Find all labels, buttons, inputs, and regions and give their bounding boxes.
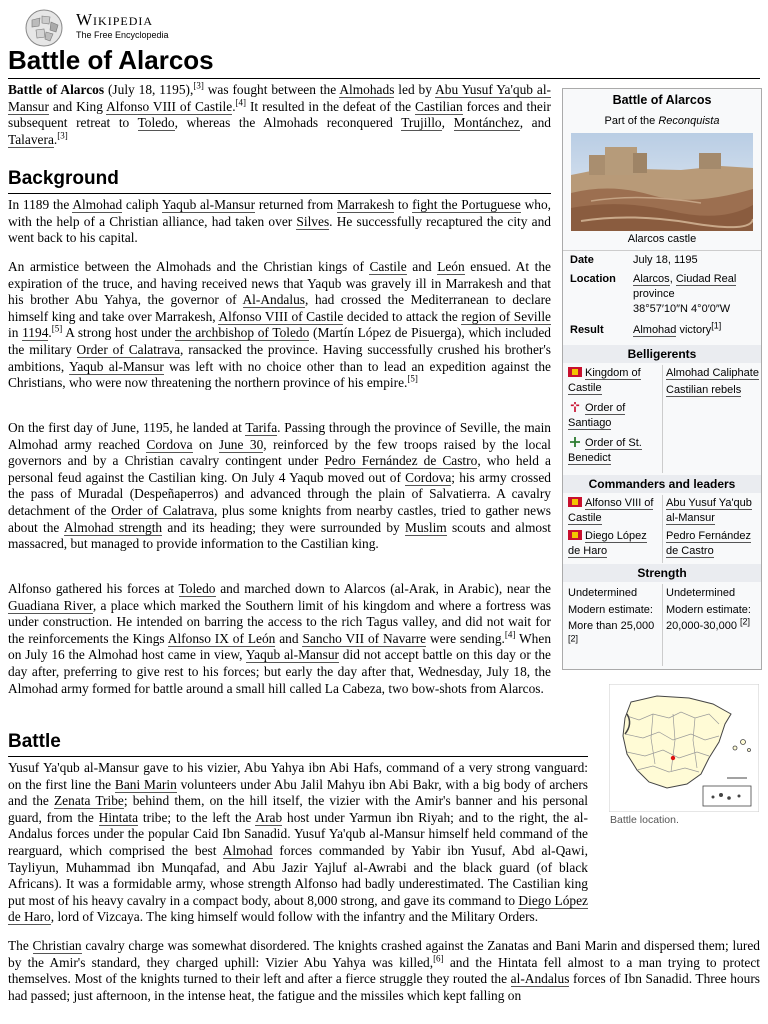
strength-side-1 xyxy=(568,585,660,651)
link-order-of-st-benedict[interactable]: Order of St. Benedict xyxy=(568,437,642,464)
commanders-side-2 xyxy=(666,496,759,559)
column-divider xyxy=(662,495,663,563)
link-castilian[interactable]: Castilian xyxy=(415,98,463,114)
link-order-of-santiago[interactable]: Order of Santiago xyxy=(568,402,626,429)
link-almohad[interactable]: Almohad xyxy=(222,842,273,858)
label-result: Result xyxy=(570,324,604,336)
link-almohad-caliphate[interactable]: Almohad Caliphate xyxy=(666,367,759,379)
belligerent-item xyxy=(666,383,759,398)
column-divider xyxy=(662,584,663,666)
link-toledo[interactable]: Toledo xyxy=(137,115,175,131)
commanders-side-1 xyxy=(568,496,660,559)
link-arab[interactable]: Arab xyxy=(255,809,283,825)
link-marrakesh[interactable]: Marrakesh xyxy=(336,197,395,212)
intro-paragraph: Battle of Alarcos (July 18, 1195),[3] was fought between the Almohads led by Abu Yusuf Ya'qub al-Mansur and King Alfonso VIII of Castile.[4] It resulted in the defeat of the Castilian forces and their subsequent retreat to Toledo, whereas the Almohads reconquered Trujillo, Montánchez, and Talavera.[3] xyxy=(8,80,552,147)
link-fight-the-portuguese[interactable]: fight the Portuguese xyxy=(412,197,521,212)
link-abu-yusuf[interactable]: Abu Yusuf Ya'qub al-Mansur xyxy=(666,497,752,524)
castile-flag-icon xyxy=(568,530,582,540)
commander-item xyxy=(568,496,660,526)
section-divider xyxy=(8,756,588,757)
belligerents-side-1 xyxy=(568,366,660,466)
citation-link[interactable]: [3] xyxy=(57,130,68,141)
link-castilian-rebels[interactable]: Castilian rebels xyxy=(666,384,742,396)
link-toledo[interactable]: Toledo xyxy=(178,581,216,596)
background-paragraph-4: Alfonso gathered his forces at Toledo and marched down to Alarcos (al-Arak, in Arabic), near the Guadiana River, a place which marked the Southern limit of his kingdom and where a fortress was under construction. He intended on barring the access to the rich Tagus valley, and did not wait for the reinforcements the Kings Alfonso IX of León and Sancho VII of Navarre were sending.[4] When on July 16 the Almohad host came in view, Yaqub al-Mansur did not accept battle on this day or the day after, preferring to give rest to his forces; but early the day after that, Wednesday, July 18, the Almohad army formed for battle around a small hill called La Cabeza, two bow-shots from Alarcos. xyxy=(8,581,552,696)
column-divider xyxy=(662,365,663,473)
link-diego-lopez-de-haro[interactable]: Diego López de Haro xyxy=(8,892,588,925)
link-leon[interactable]: León xyxy=(437,259,465,274)
link-tarifa[interactable]: Tarifa xyxy=(245,420,278,435)
header-commanders: Commanders and leaders xyxy=(563,475,761,493)
citation-link[interactable]: [2] xyxy=(568,632,579,643)
header-strength: Strength xyxy=(563,564,761,582)
map-caption: Battle location. xyxy=(610,814,679,826)
citation-link[interactable]: [6] xyxy=(433,953,444,964)
battle-paragraph-2: The Christian cavalry charge was somewhat disordered. The knights crashed against the Zanatas and Bani Marin and dispersed them; lured by the Amir's standard, they charged uphill: Vizier Abu Yahya was killed,[6] and the Hintata fell almost to a man trying to protect themselves. Most of the knights turned to their left and after a fierce struggle they routed the al-Andalus forces of Ibn Sanadid. Three hours had passed; just afternoon, in the intense heat, the fatigue and the missiles which kept falling on xyxy=(8,938,760,1003)
link-silves[interactable]: Silves xyxy=(296,213,330,229)
link-1194[interactable]: 1194 xyxy=(22,325,49,341)
strength-side-2 xyxy=(666,585,759,635)
link-cordova[interactable]: Cordova xyxy=(146,436,193,452)
link-trujillo[interactable]: Trujillo xyxy=(401,115,442,131)
link-al-andalus[interactable]: al-Andalus xyxy=(510,971,570,987)
citation-link[interactable]: [5] xyxy=(407,373,418,384)
link-june-30[interactable]: June 30 xyxy=(218,436,264,452)
link-sancho-vii-of-navarre[interactable]: Sancho VII of Navarre xyxy=(302,630,427,646)
link-zenata-tribe[interactable]: Zenata Tribe xyxy=(54,793,124,809)
wikipedia-globe-icon[interactable] xyxy=(24,8,64,48)
background-paragraph-2: An armistice between the Almohads and the Christian kings of Castile and León ensued. At the expiration of the truce, and having received news that Yaqub was gravely ill in Marrakesh and that his brother Abu Yahya, the governor of Al-Andalus, had crossed the Mediterranean to declare himself king and take over Marrakesh, Alfonso VIII of Castile decided to attack the region of Seville in 1194.[5] A strong host under the archbishop of Toledo (Martín López de Pisuerga), which included the military Order of Calatrava, ransacked the province. Having successfully crushed his brother's ambitions, Yaqub al-Mansur was left with no choice other than to lead an expedition against the Christians, who were now threatening the northern province of his empire.[5] xyxy=(8,259,552,391)
link-cordova[interactable]: Cordova xyxy=(405,469,452,485)
link-alfonso-ix-of-leon[interactable]: Alfonso IX of León xyxy=(167,630,276,646)
link-bani-marin[interactable]: Bani Marin xyxy=(114,776,177,792)
section-divider xyxy=(8,193,551,194)
citation-link[interactable]: [2] xyxy=(740,616,751,627)
title-divider xyxy=(8,78,760,79)
belligerent-item xyxy=(666,366,759,381)
header-belligerents: Belligerents xyxy=(563,345,761,363)
link-order-of-calatrava[interactable]: Order of Calatrava xyxy=(76,341,181,357)
strength-estimate: Modern estimate: 20,000-30,000 [2] xyxy=(666,603,751,632)
belligerent-item xyxy=(568,366,660,396)
link-reconquista[interactable]: Reconquista xyxy=(658,115,720,127)
battle-paragraph-1: Yusuf Ya'qub al-Mansur gave to his vizier, Abu Yahya ibn Abi Hafs, command of a very strong vanguard: on the first line the Bani Marin volunteers under Abu Jalil Mahyu ibn Abi Bakr, with a big body of archers and the Zenata Tribe; behind them, on the hill itself, the vizier with the Amir's banner and his personal guard, from the Hintata tribe; to the left the Arab host under Yarmun ibn Riyah; and to the right, the al-Andalus forces under the popular Caid Ibn Sanadid. Yusuf Ya'qub al-Mansur himself held command of the rearguard, which comprised the best Almohad forces commanded by Yabir ibn Yusuf, Abd al-Qawi, Tayliyun, Muhammad ibn Munqafad, and Abu Jazir Yajluf al-Awrabi and the black guard (of black Africans). It was a formidable army, whose strength Alfonso had badly underestimated. The Castilian king put most of his heavy cavalry in a compact body, about 8,000 strong, and gave its command to Diego López de Haro, lord of Vizcaya. The king himself would follow with the infantry and the Military Orders. xyxy=(8,760,588,925)
commander-item xyxy=(568,529,660,559)
site-tagline: The Free Encyclopedia xyxy=(76,30,169,40)
citation-link[interactable]: [1] xyxy=(711,320,722,331)
strength-value: Undetermined xyxy=(568,587,638,599)
link-alarcos[interactable]: Alarcos xyxy=(633,273,670,285)
link-almohad[interactable]: Almohad xyxy=(72,197,123,212)
infobox-image-caption: Alarcos castle xyxy=(627,233,697,245)
battle-location-map[interactable] xyxy=(609,684,759,812)
link-alfonso-viii[interactable]: Alfonso VIII of Castile xyxy=(568,497,654,524)
commander-item xyxy=(666,496,759,526)
st-benedict-cross-icon xyxy=(568,437,582,447)
link-pedro-fernandez-de-castro[interactable]: Pedro Fernández de Castro xyxy=(666,530,751,557)
link-almohad[interactable]: Almohad xyxy=(633,324,677,336)
site-wordmark[interactable]: Wikipedia xyxy=(76,10,154,29)
section-heading-battle: Battle xyxy=(8,731,61,752)
value-result: Almohad victory[1] xyxy=(633,320,722,336)
infobox-part-of: Part of the Reconquista xyxy=(604,115,720,127)
link-almohads[interactable]: Almohads xyxy=(339,82,395,97)
link-al-andalus[interactable]: Al-Andalus xyxy=(242,292,305,308)
link-alfonso-viii[interactable]: Alfonso VIII of Castile xyxy=(106,98,233,114)
link-almohad-strength[interactable]: Almohad strength xyxy=(63,519,163,535)
value-location: Alarcos, Ciudad Real province 38°57′10″N 4°0′0″W xyxy=(633,273,737,315)
infobox-title: Battle of Alarcos xyxy=(612,93,712,107)
link-order-of-calatrava[interactable]: Order of Calatrava xyxy=(111,502,215,518)
citation-link[interactable]: [5] xyxy=(51,323,63,334)
link-castile[interactable]: Castile xyxy=(369,259,407,274)
belligerents-side-2 xyxy=(666,366,759,398)
link-coordinates[interactable]: 38°57′10″N 4°0′0″W xyxy=(633,303,731,315)
link-talavera[interactable]: Talavera xyxy=(8,131,54,147)
belligerent-item xyxy=(568,401,660,431)
link-archbishop-of-toledo[interactable]: the archbishop of Toledo xyxy=(175,325,310,341)
link-hintata[interactable]: Hintata xyxy=(98,809,139,825)
link-montanchez[interactable]: Montánchez xyxy=(453,115,520,131)
link-yaqub-al-mansur[interactable]: Yaqub al-Mansur xyxy=(69,358,164,374)
link-abu-yusuf[interactable]: Abu Yusuf Ya'qub al-Mansur xyxy=(8,82,551,114)
castile-flag-icon xyxy=(568,497,582,507)
strength-estimate: Modern estimate: More than 25,000 [2] xyxy=(568,603,655,643)
link-diego-lopez-de-haro[interactable]: Diego López de Haro xyxy=(568,530,647,557)
section-heading-background: Background xyxy=(8,168,119,189)
commander-item xyxy=(666,529,759,559)
background-paragraph-1: In 1189 the Almohad caliph Yaqub al-Mansur returned from Marrakesh to fight the Portuguese who, with the help of a Christian alliance, had taken over Silves. He successfully recaptured the city and went back to his capital. xyxy=(8,197,551,246)
link-muslim[interactable]: Muslim xyxy=(405,519,447,535)
link-pedro-fernandez-de-castro[interactable]: Pedro Fernández de Castro xyxy=(324,453,478,469)
label-date: Date xyxy=(570,254,594,266)
citation-link[interactable]: [4] xyxy=(504,629,516,640)
link-yaqub-al-mansur[interactable]: Yaqub al-Mansur xyxy=(245,647,339,663)
citation-link[interactable]: [3] xyxy=(193,80,204,91)
citation-link[interactable]: [4] xyxy=(235,97,247,108)
link-christian[interactable]: Christian xyxy=(32,938,82,953)
link-yaqub-al-mansur[interactable]: Yaqub al-Mansur xyxy=(161,197,256,212)
background-paragraph-3: On the first day of June, 1195, he landed at Tarifa. Passing through the province of Seville, the main Almohad army reached Cordova on June 30, reinforced by the few troops raised by the local governors and by a Christian cavalry contingent under Pedro Fernández de Castro, who held a personal feud against the Castilian king. On July 4 Yaqub moved out of Cordova; his army crossed the pass of Muradal (Despeñaperros) and advanced through the plain of Salvatierra. A cavalry detachment of the Order of Calatrava, plus some knights from nearby castles, tried to gather news about the Almohad strength and its heading; they were surrounded by Muslim scouts and almost massacred, but managed to provide information to the Castilian king. xyxy=(8,420,551,552)
value-date: July 18, 1195 xyxy=(633,254,698,266)
label-location: Location xyxy=(570,273,616,285)
link-guadiana-river[interactable]: Guadiana River xyxy=(8,597,93,613)
link-region-of-seville[interactable]: region of Seville xyxy=(461,308,551,324)
infobox-divider xyxy=(563,250,761,251)
strength-value: Undetermined xyxy=(666,587,736,599)
infobox xyxy=(562,88,762,670)
link-kingdom-of-castile[interactable]: Kingdom of Castile xyxy=(568,367,641,394)
lead-term: Battle of Alarcos xyxy=(8,82,105,97)
belligerent-item xyxy=(568,436,660,466)
link-ciudad-real[interactable]: Ciudad Real xyxy=(675,273,737,285)
page-title: Battle of Alarcos xyxy=(8,45,214,75)
castile-flag-icon xyxy=(568,367,582,377)
alarcos-castle-photo[interactable] xyxy=(571,133,753,231)
santiago-cross-icon xyxy=(568,402,582,412)
link-alfonso-viii[interactable]: Alfonso VIII of Castile xyxy=(218,308,344,324)
